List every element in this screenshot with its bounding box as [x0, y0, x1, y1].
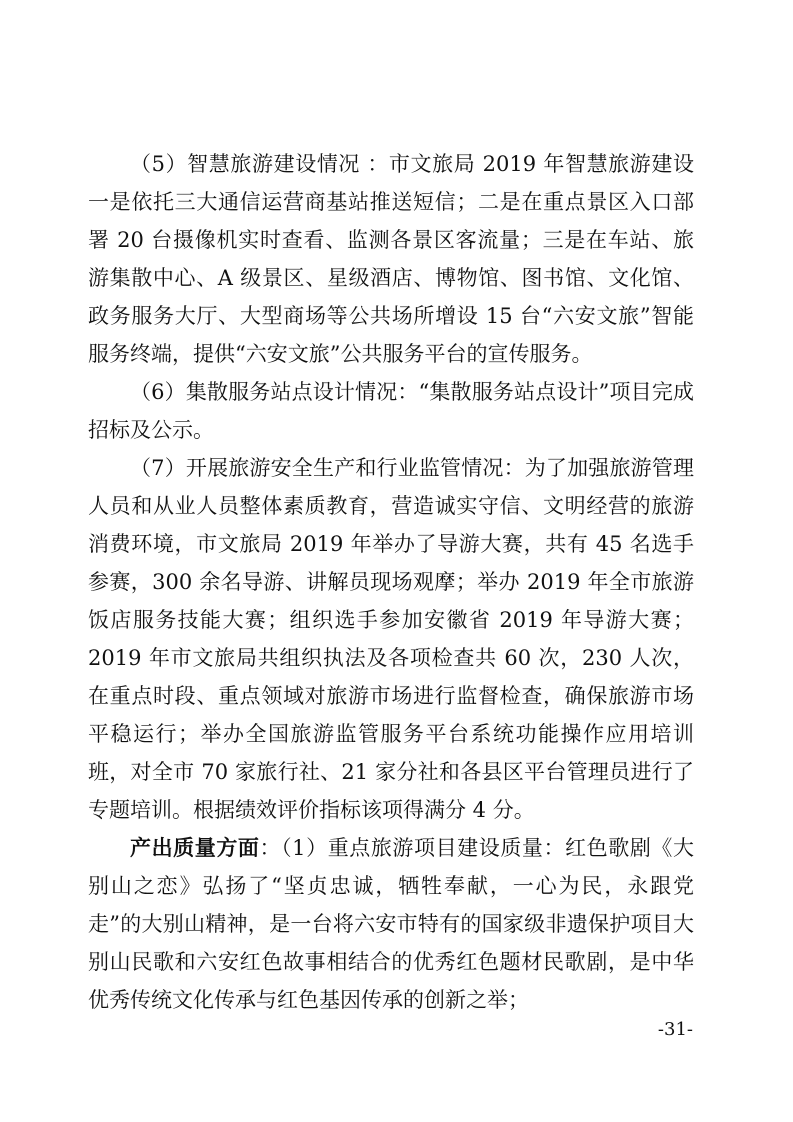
body-text [88, 145, 694, 1019]
paragraph-output-quality [88, 829, 694, 1019]
paragraph-lead-heading: 产出质量方面 [130, 835, 260, 860]
paragraph-safety-supervision: （7）开展旅游安全生产和行业监管情况：为了加强旅游管理人员和从业人员整体素质教育，营造诚实守信、文明经营的旅游消费环境，市文旅局 2019 年举办了导游大赛，共有 45 名选手参赛，300 余名导游、讲解员现场观摩；举办 2019 年全市旅游饭店服务技能大赛；组织选手参加安徽省 2019 年导游大赛； 2019 年市文旅局共组织执法及各项检查共 60 次，230 人次，在重点时段、重点领域对旅游市场进行监督检查，确保旅游市场平稳运行；举办全国旅游监管服务平台系统功能操作应用培训班，对全市 70 家旅行社、21 家分社和各县区平台管理员进行了专题培训。根据绩效评价指标该项得满分 4 分。 [88, 456, 694, 822]
paragraph-distribution-stations: （6）集散服务站点设计情况：“集散服务站点设计”项目完成招标及公示。 [88, 380, 694, 442]
paragraph-output-quality-text: ：（1）重点旅游项目建设质量：红色歌剧《大别山之恋》弘扬了“坚贞忠诚，牺牲奉献，一心为民，永跟党走”的大别山精神，是一台将六安市特有的国家级非遗保护项目大别山民歌和六安红色故事相结合的优秀红色题材民歌剧，是中华优秀传统文化传承与红色基因传承的创新之举； [88, 836, 695, 1012]
page-number: -31- [657, 1019, 693, 1040]
paragraph-smart-tourism: （5）智慧旅游建设情况 ：市文旅局 2019 年智慧旅游建设一是依托三大通信运营商基站推送短信；二是在重点景区入口部署 20 台摄像机实时查看、监测各景区客流量；三是在车站、旅游集散中心、A 级景区、星级酒店、博物馆、图书馆、文化馆、政务服务大厅、大型商场等公共场所增设 15 台“六安文旅”智能服务终端，提供“六安文旅”公共服务平台的宣传服务。 [88, 152, 694, 366]
